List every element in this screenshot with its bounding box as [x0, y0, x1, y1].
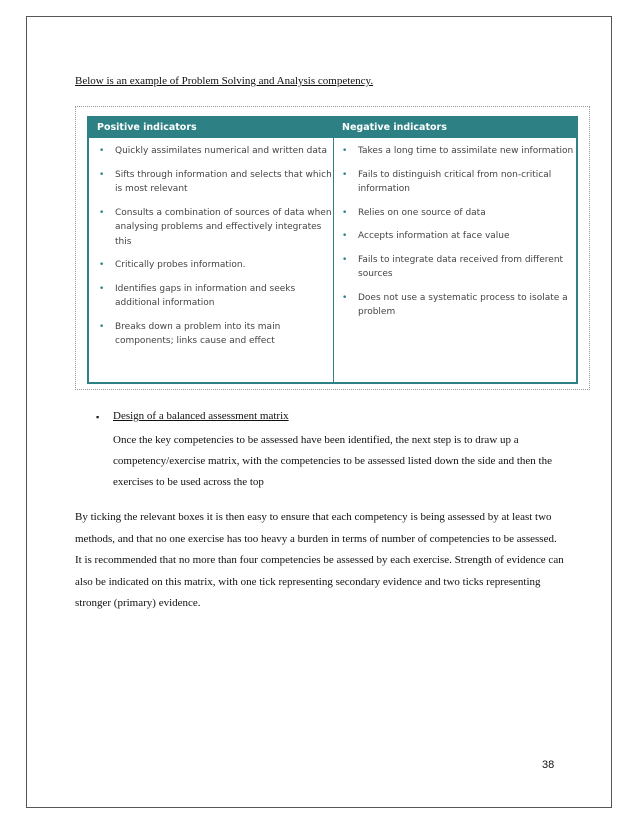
negative-indicator	[340, 168, 576, 197]
indicator-text: Fails to integrate data received from different sources	[358, 254, 564, 279]
bullet-icon: •	[99, 207, 105, 218]
negative-indicator	[340, 291, 576, 320]
indicator-text: Identifies gaps in information and seeks additional information	[115, 283, 296, 308]
indicator-text: Takes a long time to assimilate new information	[358, 146, 574, 156]
indicator-text: Critically probes information.	[115, 260, 246, 270]
positive-indicator	[97, 258, 333, 273]
indicator-text: Fails to distinguish critical from non-critical information	[358, 169, 552, 194]
section-body: Once the key competencies to be assessed have been identified, the next step is to draw up a competency/exercise matrix, with the competencies to be assessed listed down the side and then the exercises to be used across the top	[113, 434, 552, 488]
negative-indicator	[340, 206, 576, 221]
positive-indicator	[97, 320, 333, 349]
indicator-text: Accepts information at face value	[358, 231, 510, 241]
bullet-icon: •	[342, 292, 348, 303]
indicator-text: Sifts through information and selects that which is most relevant	[115, 169, 332, 194]
bullet-icon: •	[342, 254, 348, 265]
indicator-text: Quickly assimilates numerical and written data	[115, 146, 327, 156]
competency-table	[87, 116, 578, 384]
negative-indicator	[340, 229, 576, 244]
positive-indicators-header: Positive indicators	[97, 122, 197, 133]
indicator-text: Consults a combination of sources of data when analysing problems and effectively integrates this	[115, 207, 332, 247]
bullet-icon: •	[342, 169, 348, 180]
indicator-text: Relies on one source of data	[358, 207, 486, 218]
bullet-icon: •	[342, 231, 348, 241]
positive-indicator	[97, 282, 333, 311]
negative-indicators-header: Negative indicators	[342, 122, 447, 133]
negative-indicator	[340, 253, 576, 282]
bullet-icon: •	[342, 146, 348, 156]
bullet-icon: •	[99, 146, 105, 156]
bullet-icon: •	[342, 207, 348, 218]
table-header-row	[89, 118, 576, 138]
positive-indicator	[97, 168, 333, 197]
bullet-icon: •	[99, 283, 105, 294]
indicator-text: Does not use a systematic process to isolate a problem	[358, 292, 568, 317]
square-bullet-icon: ▪	[96, 412, 100, 422]
positive-indicator	[97, 206, 333, 250]
negative-indicators-column	[334, 138, 576, 382]
indicator-text: Breaks down a problem into its main components; links cause and effect	[115, 321, 281, 346]
page-number: 38	[542, 759, 555, 771]
table-body	[89, 138, 576, 382]
bullet-icon: •	[99, 169, 105, 180]
bullet-icon: •	[99, 260, 105, 270]
body-paragraph: By ticking the relevant boxes it is then easy to ensure that each competency is being assessed by at least two methods, and that no one exercise has too heavy a burden in terms of number of competencies to be assessed. It is recommended that no more than four competencies be assessed by each exercise. Strength of evidence can also be indicated on this matrix, with one tick representing secondary evidence and two ticks representing stronger (primary) evidence.	[75, 511, 564, 609]
intro-text: Below is an example of Problem Solving and Analysis competency.	[75, 75, 374, 87]
positive-indicators-column	[89, 138, 334, 382]
bullet-icon: •	[99, 321, 105, 332]
negative-indicator	[340, 144, 576, 159]
positive-indicator	[97, 144, 333, 159]
section-heading: Design of a balanced assessment matrix	[113, 410, 289, 422]
